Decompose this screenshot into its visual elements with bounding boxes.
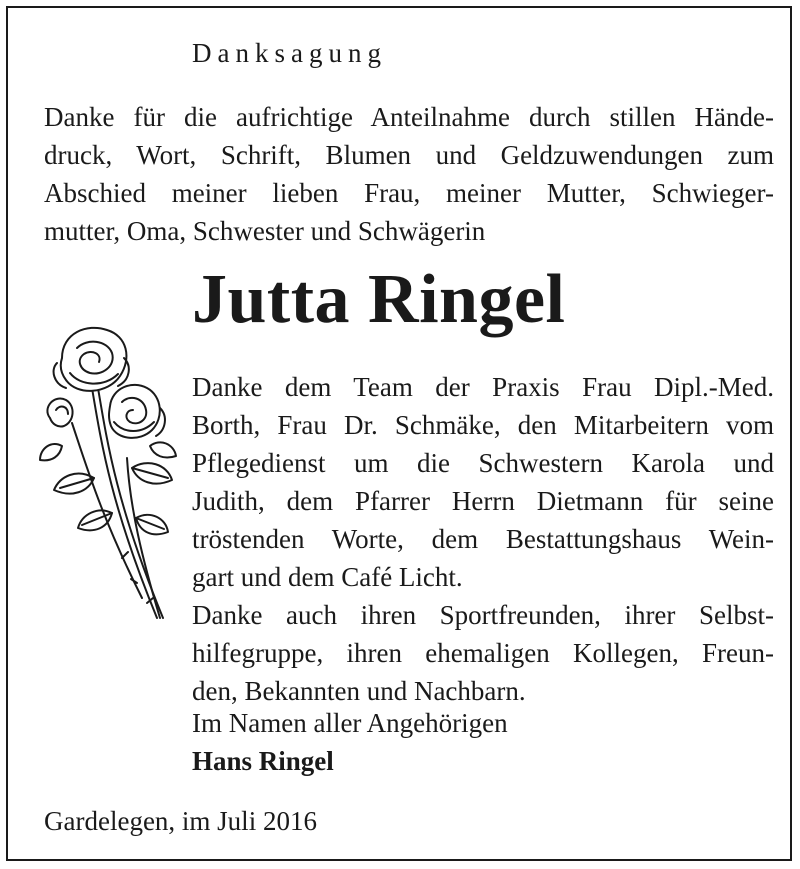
body-line: hilfegruppe, ihren ehemaligen Kollegen, Freun-: [192, 638, 774, 668]
body-line: Pflegedienst um die Schwestern Karola und: [192, 448, 774, 478]
notice-heading: Danksagung: [192, 38, 387, 68]
intro-line: Danke für die aufrichtige Anteilnahme durch stillen Hände-: [44, 102, 774, 132]
intro-line: druck, Wort, Schrift, Blumen und Geldzuwendungen zum: [44, 140, 774, 170]
body-line: Borth, Frau Dr. Schmäke, den Mitarbeitern vom: [192, 410, 774, 440]
intro-paragraph: [44, 98, 774, 250]
body-line: Judith, dem Pfarrer Herrn Dietmann für seine: [192, 486, 774, 516]
signature-name: Hans Ringel: [192, 746, 334, 776]
body-line: gart und dem Café Licht.: [192, 562, 463, 592]
notice-frame: [6, 6, 792, 861]
body-line: den, Bekannten und Nachbarn.: [192, 676, 526, 706]
signature-intro: Im Namen aller Angehörigen: [192, 708, 508, 738]
intro-line: Abschied meiner lieben Frau, meiner Mutter, Schwieger-: [44, 178, 774, 208]
body-line: Danke auch ihren Sportfreunden, ihrer Selbst-: [192, 600, 774, 630]
place-date: Gardelegen, im Juli 2016: [44, 806, 317, 836]
rose-icon: [32, 318, 182, 628]
body-line: tröstenden Worte, dem Bestattungshaus Wein-: [192, 524, 774, 554]
thanks-paragraph: [192, 368, 774, 710]
deceased-name: Jutta Ringel: [192, 261, 566, 338]
body-line: Danke dem Team der Praxis Frau Dipl.-Med.: [192, 372, 774, 402]
intro-line: mutter, Oma, Schwester und Schwägerin: [44, 216, 486, 246]
